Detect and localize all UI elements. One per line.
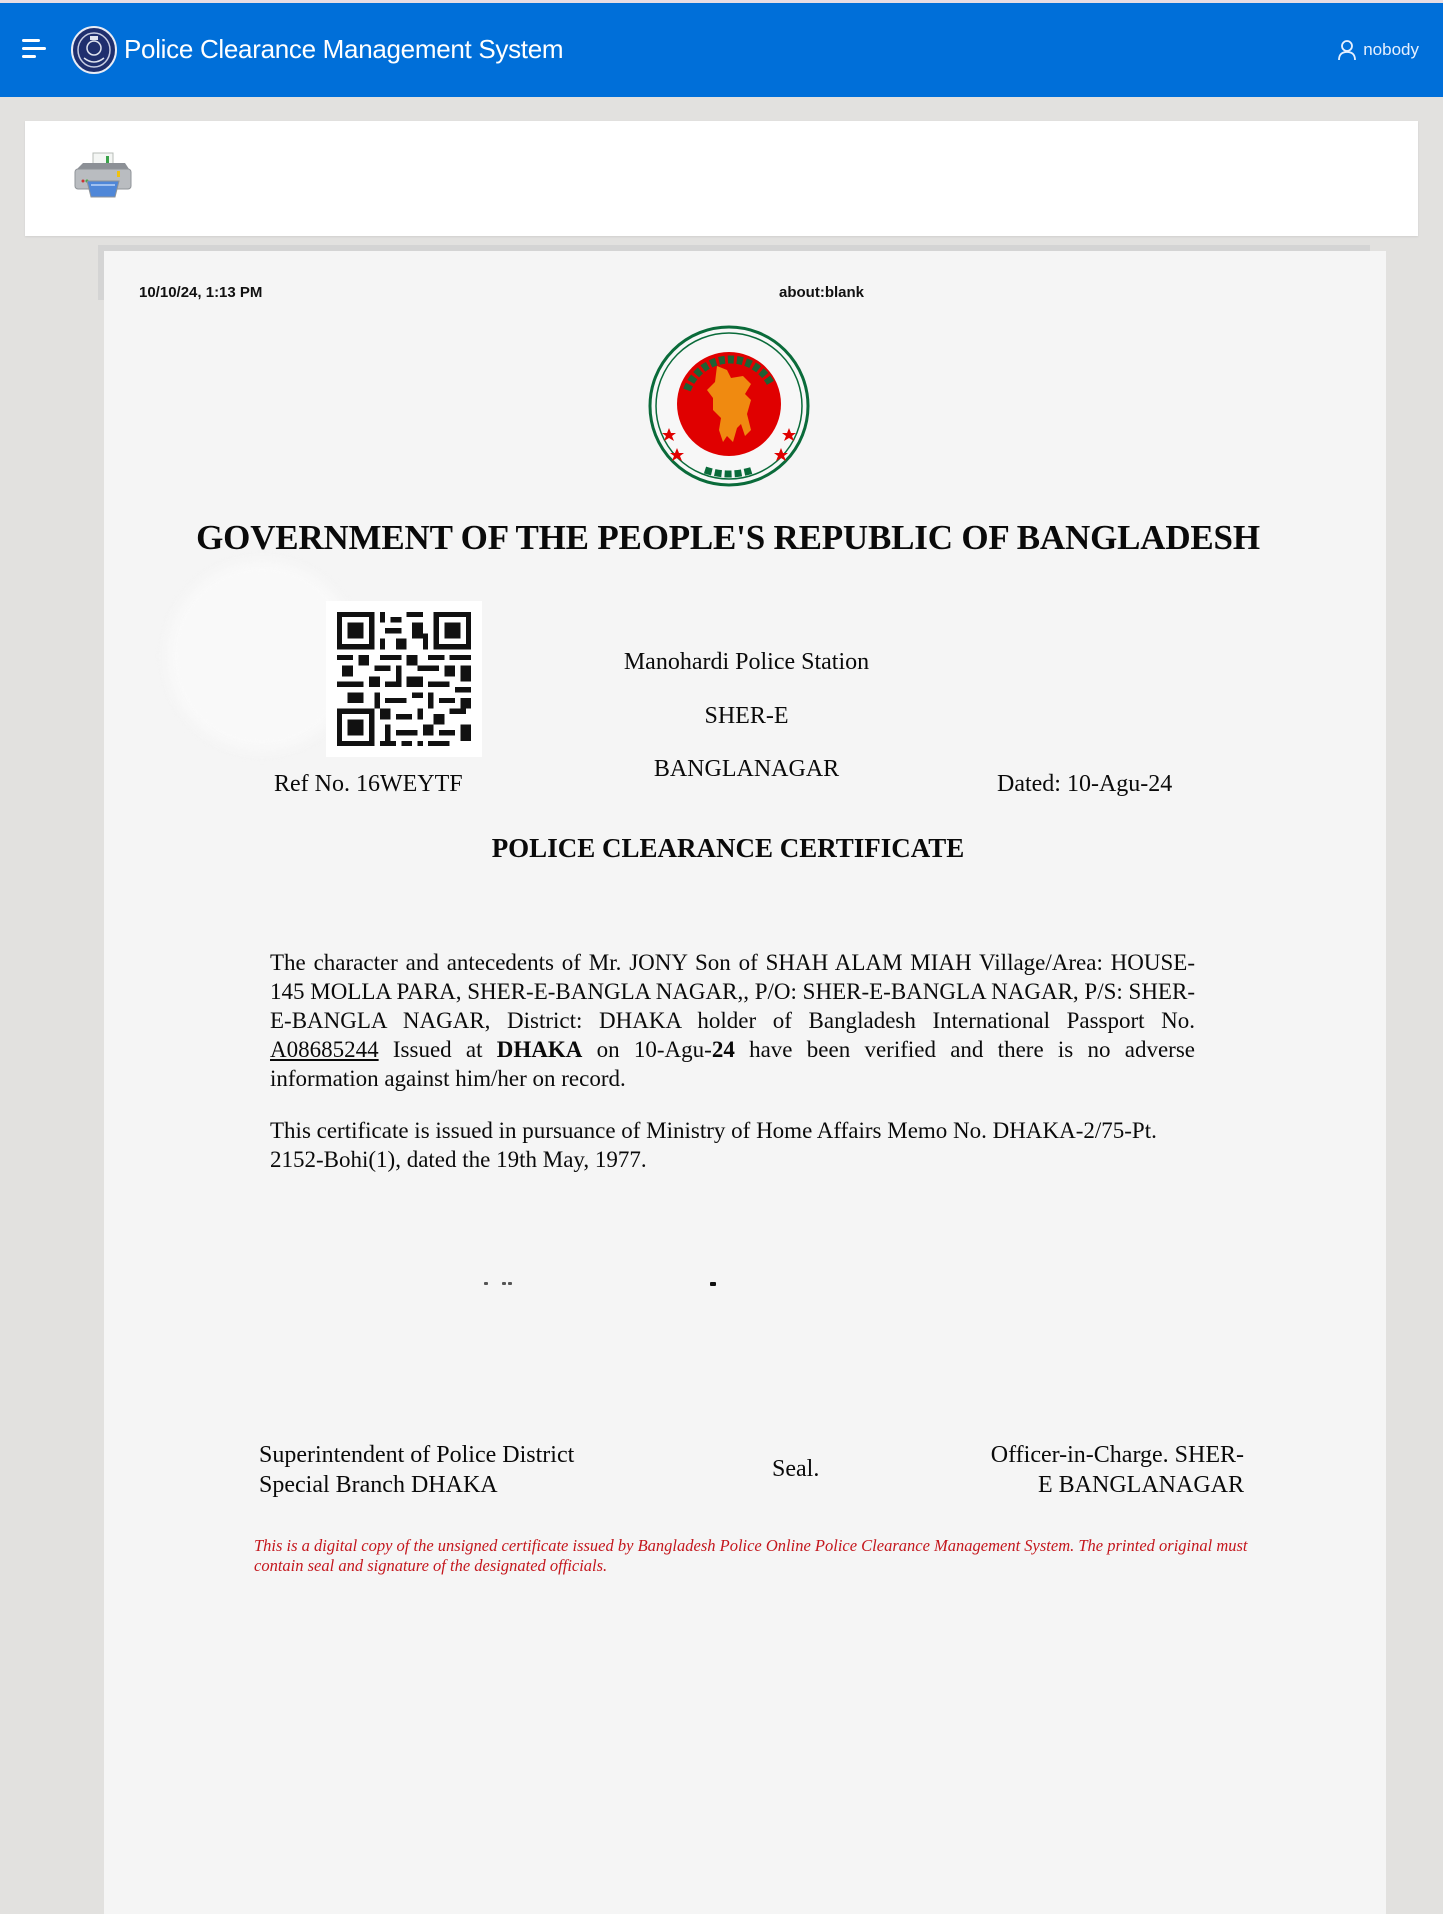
issue-year: 24 (711, 1037, 735, 1062)
print-datetime: 10/10/24, 1:13 PM (139, 284, 263, 301)
government-seal-icon (647, 324, 811, 488)
menu-toggle-button[interactable] (22, 39, 48, 61)
reference-number: Ref No. 16WEYTF (274, 771, 463, 797)
body-text: Issued at (378, 1037, 497, 1062)
signatory-line: Officer-in-Charge. SHER- (990, 1442, 1244, 1468)
user-name: nobody (1363, 40, 1419, 59)
menu-icon-bar (22, 47, 46, 50)
printer-icon (75, 153, 131, 197)
government-title: GOVERNMENT OF THE PEOPLE'S REPUBLIC OF BANGLADESH (196, 518, 1260, 557)
certificate-body (270, 948, 1195, 1093)
memo-reference: This certificate is issued in pursuance of Ministry of Home Affairs Memo No. DHAKA-2/75-Pt. 2152-Bohi(1), dated the 19th May, 1977. (270, 1118, 1157, 1172)
print-button[interactable] (73, 151, 133, 201)
signatory-line: E BANGLANAGAR (1038, 1472, 1244, 1498)
print-url: about:blank (779, 284, 864, 301)
signatory-line: Superintendent of Police District (259, 1442, 575, 1468)
passport-number: A08685244 (270, 1037, 379, 1062)
seal-label: Seal. (772, 1456, 820, 1482)
body-text: have been verified and there is no adverse information against him/her on record. (270, 1037, 1195, 1091)
signatory-line: Special Branch DHAKA (259, 1472, 498, 1498)
toolbar-card (25, 121, 1418, 236)
app-header (0, 0, 1443, 97)
station-area-line2: BANGLANAGAR (653, 756, 840, 782)
certificate-date: Dated: 10-Agu-24 (997, 771, 1173, 797)
app-title: Police Clearance Management System (124, 34, 564, 64)
certificate-page (104, 251, 1386, 1914)
certificate-title: POLICE CLEARANCE CERTIFICATE (491, 833, 965, 863)
user-menu[interactable] (1337, 39, 1419, 61)
digital-copy-disclaimer: This is a digital copy of the unsigned certificate issued by Bangladesh Police Online Police Clearance Management System. The printed original must contain seal and signature of the designated officials. (254, 1536, 1248, 1575)
police-station-name: Manohardi Police Station (623, 649, 870, 675)
police-logo-icon (70, 26, 118, 74)
scan-artifact (254, 1282, 714, 1286)
menu-icon-bar (22, 39, 40, 42)
signatory-officer-in-charge (934, 1440, 1244, 1500)
issued-at: DHAKA (496, 1037, 583, 1062)
user-icon (1337, 39, 1357, 61)
menu-icon-bar (22, 55, 36, 58)
qr-code (326, 601, 482, 757)
body-text: on 10-Agu- (582, 1037, 712, 1062)
station-area-line1: SHER-E (704, 703, 789, 729)
body-text: The character and antecedents of Mr. JONY Son of SHAH ALAM MIAH Village/Area: HOUSE-145 MOLLA PARA, SHER-E-BANGLA NAGAR,, P/O: SHER-E-BANGLA NAGAR, P/S: SHER-E-BANGLA NAGAR, District: DHAKA holder of Bangladesh International Passport No. (270, 950, 1195, 1033)
signatory-superintendent (259, 1440, 574, 1500)
